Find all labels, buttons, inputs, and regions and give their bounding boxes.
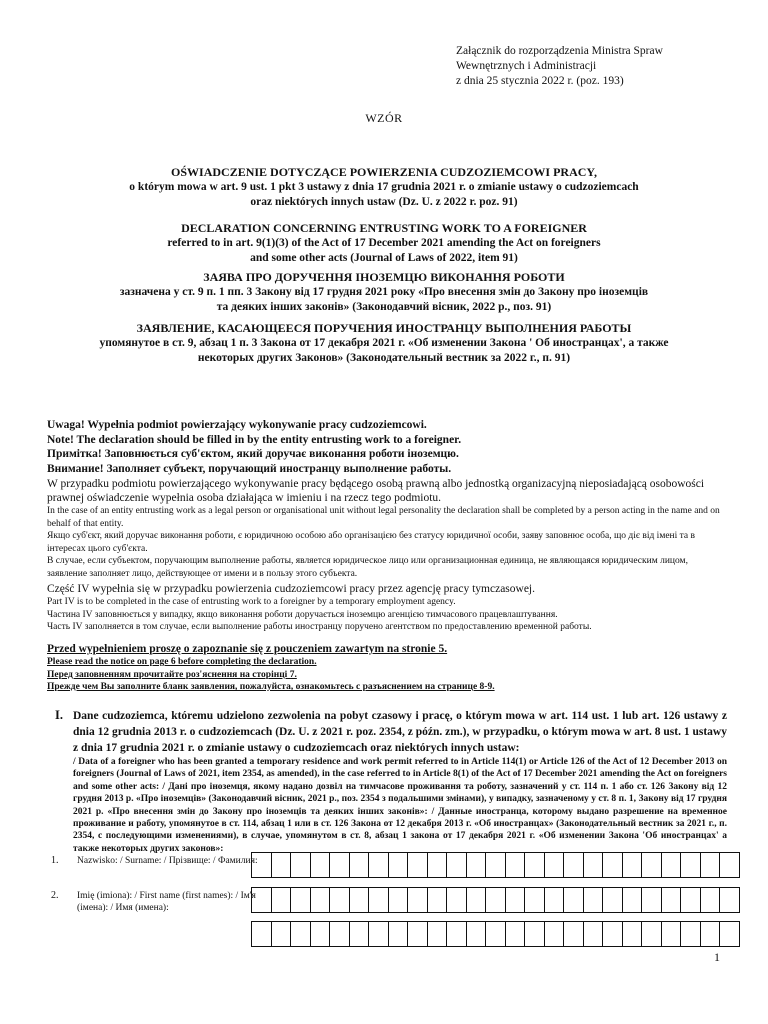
part-iv-paragraph	[47, 582, 723, 634]
character-cell[interactable]	[428, 888, 448, 912]
character-cell[interactable]	[603, 853, 623, 877]
character-cell[interactable]	[369, 922, 389, 946]
character-cell[interactable]	[408, 922, 428, 946]
character-cell[interactable]	[389, 888, 409, 912]
title-ukrainian-sub1: зазначена у ст. 9 п. 1 пп. 3 Закону від 17 грудня 2021 року «Про внесення змін до Закону про іноземців	[119, 286, 649, 298]
character-cell[interactable]	[584, 888, 604, 912]
title-polish	[80, 165, 688, 210]
character-cell[interactable]	[701, 853, 721, 877]
part-iv-english: Part IV is to be completed in the case of entrusting work to a foreigner by a temporary employment agency.	[47, 597, 456, 607]
title-english-sub1: referred to in art. 9(1)(3) of the Act of 17 December 2021 amending the Act on foreigners	[167, 237, 601, 249]
character-cell[interactable]	[408, 853, 428, 877]
section-heading-translations: / Data of a foreigner who has been granted a temporary residence and work permit referred to in Article 114(1) or Article 126 of the Act of 12 December 2013 on foreigners (Journal of Laws of 2021, item 2354, as amended), in the case referred to in Article 8(1) of the Act of 17 December 2021 amending the Act on foreigners and some other acts: / Дані про іноземця, якому надано дозвіл на тимчасове проживання та роботу, зазначений у ст. 114 п. 1 або ст. 126 Закону від 12 грудня 2013 р. «Про іноземців» (Законодавчий вісник, 2021 р., поз. 2354 з подальшими змінами), у випадку, зазначеному у ст. 8 п. 1, Закону від 17 грудня 2021 р. «Про внесення змін до Закону про іноземців та деяких інших законів»: / Данные иностранца, которому выдано разрешение на временное проживание и работу, упомянутое в ст. 114, абзац 1 или в ст. 126 Закона от 12 декабря 2013 г. «Об иностранцах» (Законодательный вестник за 2021 г., п. 2354, с последующими изменениями), в случае, упомянутом в ст. 8, абзац 1 закона от 17 декабря 2021 г. «Об изменении Закона 'Об иностранцах' а также некоторых других законов»:	[73, 757, 727, 854]
annex-line-2: Wewnętrznych i Administracji	[456, 60, 597, 72]
character-cell[interactable]	[564, 888, 584, 912]
character-cell[interactable]	[506, 853, 526, 877]
annex-header	[456, 44, 663, 89]
character-cell[interactable]	[506, 888, 526, 912]
read-notice-english: Please read the notice on page 6 before completing the declaration.	[47, 657, 317, 667]
character-cell[interactable]	[662, 888, 682, 912]
character-cell[interactable]	[603, 922, 623, 946]
character-cell[interactable]	[564, 853, 584, 877]
title-ukrainian-sub2: та деяких інших законів» (Законодавчий вісник, 2022 р., поз. 91)	[216, 301, 552, 313]
character-cell[interactable]	[272, 853, 292, 877]
character-cell[interactable]	[623, 888, 643, 912]
page-number: 1	[714, 950, 720, 964]
character-cell[interactable]	[603, 888, 623, 912]
annex-line-1: Załącznik do rozporządzenia Ministra Spraw	[456, 45, 663, 57]
note-english: Note! The declaration should be filled in by the entity entrusting work to a foreigner.	[47, 433, 462, 446]
surname-input-boxes[interactable]	[251, 852, 740, 878]
character-cell[interactable]	[369, 888, 389, 912]
read-notice-ukrainian: Перед заповненням прочитайте роз'яснення на сторінці 7.	[47, 669, 297, 680]
character-cell[interactable]	[389, 922, 409, 946]
first-name-input-boxes[interactable]	[251, 887, 740, 913]
character-cell[interactable]	[525, 853, 545, 877]
character-cell[interactable]	[252, 922, 272, 946]
character-cell[interactable]	[272, 922, 292, 946]
character-cell[interactable]	[428, 922, 448, 946]
character-cell[interactable]	[447, 888, 467, 912]
first-name-input-boxes-row-2[interactable]	[251, 921, 740, 947]
section-i	[47, 708, 727, 855]
character-cell[interactable]	[681, 888, 701, 912]
character-cell[interactable]	[369, 853, 389, 877]
legal-person-english: In the case of an entity entrusting work as a legal person or organisational unit without legal personality the declaration shall be completed by a person acting in the name and on behalf of that entity.	[47, 506, 720, 529]
field-label: Nazwisko: / Surname: / Прізвище: / Фамилия:	[77, 856, 258, 866]
fill-in-note	[47, 418, 461, 476]
character-cell[interactable]	[720, 922, 740, 946]
character-cell[interactable]	[311, 888, 331, 912]
character-cell[interactable]	[467, 922, 487, 946]
field-label: Imię (imiona): / First name (first names): / Ім'я (імена): / Имя (имена):	[77, 891, 256, 913]
character-cell[interactable]	[467, 888, 487, 912]
title-english-main: DECLARATION CONCERNING ENTRUSTING WORK TO A FOREIGNER	[181, 221, 587, 235]
character-cell[interactable]	[681, 922, 701, 946]
character-cell[interactable]	[291, 922, 311, 946]
note-ukrainian: Примітка! Заповнюється суб'єктом, який доручає виконання роботи іноземцю.	[47, 448, 459, 460]
legal-person-russian: В случае, если субъектом, поручающим выполнение работы, является юридическое лицо или организационная единица, не являющаяся юридическим лицом, заявление заполняет лицо, действующее от имени и в пользу этого субъекта.	[47, 556, 688, 579]
character-cell[interactable]	[642, 922, 662, 946]
character-cell[interactable]	[389, 853, 409, 877]
character-cell[interactable]	[720, 853, 740, 877]
character-cell[interactable]	[662, 853, 682, 877]
character-cell[interactable]	[701, 888, 721, 912]
character-cell[interactable]	[350, 922, 370, 946]
character-cell[interactable]	[408, 888, 428, 912]
title-russian-sub2: некоторых других Законов» (Законодательный вестник за 2022 г., п. 91)	[197, 352, 571, 364]
character-cell[interactable]	[291, 888, 311, 912]
character-cell[interactable]	[467, 853, 487, 877]
character-cell[interactable]	[584, 853, 604, 877]
character-cell[interactable]	[681, 853, 701, 877]
section-heading-polish: Dane cudzoziemca, któremu udzielono zezwolenia na pobyt czasowy i pracę, o którym mowa w art. 114 ust. 1 lub art. 126 ustawy z dnia 12 grudnia 2013 r. o cudzoziemcach (Dz. U. z 2021 r. poz. 2354, z późn. zm.), w przypadku, o którym mowa w art. 8 ust. 1 ustawy z dnia 17 grudnia 2021 r. o zmianie ustawy o cudzoziemcach oraz niektórych innych ustaw:	[73, 710, 727, 754]
part-iv-russian: Часть IV заполняется в том случае, если выполнение работы иностранцу поручено агентством по предоставлению временной работы.	[47, 622, 592, 633]
character-cell[interactable]	[564, 922, 584, 946]
part-iv-ukrainian: Частина IV заповнюється у випадку, якщо виконання роботи доручається іноземцю агенцією тимчасового працевлаштування.	[47, 609, 558, 620]
legal-person-ukrainian: Якщо суб'єкт, який доручає виконання роботи, є юридичною особою або організацією без статусу юридичної особи, заяву заповнює особа, що діє від імені та в інтересах цього суб'єкта.	[47, 531, 695, 554]
title-english-sub2: and some other acts (Journal of Laws of 2022, item 91)	[250, 252, 518, 264]
character-cell[interactable]	[447, 853, 467, 877]
title-ukrainian	[80, 270, 688, 315]
character-cell[interactable]	[486, 888, 506, 912]
character-cell[interactable]	[701, 922, 721, 946]
legal-person-polish: W przypadku podmiotu powierzającego wykonywanie pracy będącego osobą prawną albo jednostką organizacyjną nieposiadającą osobowości prawnej oświadczenie wypełnia osoba działająca w imieniu i na rzecz tego podmiotu.	[47, 478, 705, 504]
character-cell[interactable]	[486, 853, 506, 877]
character-cell[interactable]	[506, 922, 526, 946]
template-label: WZÓR	[365, 111, 403, 125]
read-notice-russian: Прежде чем Вы заполните бланк заявления, пожалуйста, ознакомьтесь с разъяснением на странице 8-9.	[47, 682, 495, 692]
character-cell[interactable]	[330, 853, 350, 877]
title-russian-main: ЗАЯВЛЕНИЕ, КАСАЮЩЕЕСЯ ПОРУЧЕНИЯ ИНОСТРАНЦУ ВЫПОЛНЕНИЯ РАБОТЫ	[136, 321, 632, 335]
character-cell[interactable]	[525, 888, 545, 912]
title-polish-sub2: oraz niektórych innych ustaw (Dz. U. z 2022 r. poz. 91)	[250, 196, 518, 208]
character-cell[interactable]	[311, 853, 331, 877]
character-cell[interactable]	[252, 853, 272, 877]
title-polish-sub1: o którym mowa w art. 9 ust. 1 pkt 3 ustawy z dnia 17 grudnia 2021 r. o zmianie ustawy o cudzoziemcach	[129, 181, 639, 193]
title-polish-main: OŚWIADCZENIE DOTYCZĄCE POWIERZENIA CUDZOZIEMCOWI PRACY,	[171, 165, 597, 179]
read-notice-instruction	[47, 642, 495, 694]
character-cell[interactable]	[252, 888, 272, 912]
character-cell[interactable]	[311, 922, 331, 946]
note-russian: Внимание! Заполняет субъект, поручающий иностранцу выполнение работы.	[47, 462, 452, 475]
field-number: 1.	[51, 855, 59, 866]
character-cell[interactable]	[291, 853, 311, 877]
title-english	[80, 221, 688, 266]
field-number: 2.	[51, 890, 59, 901]
title-ukrainian-main: ЗАЯВА ПРО ДОРУЧЕННЯ ІНОЗЕМЦЮ ВИКОНАННЯ РОБОТИ	[203, 270, 565, 284]
annex-line-3: z dnia 25 stycznia 2022 r. (poz. 193)	[456, 75, 624, 87]
character-cell[interactable]	[350, 853, 370, 877]
character-cell[interactable]	[662, 922, 682, 946]
title-russian-sub1: упомянутое в ст. 9, абзац 1 п. 3 Закона от 17 декабря 2021 г. «Об изменении Закона ' Об иностранцах', а также	[99, 337, 669, 349]
character-cell[interactable]	[272, 888, 292, 912]
note-polish: Uwaga! Wypełnia podmiot powierzający wykonywanie pracy cudzoziemcowi.	[47, 419, 427, 431]
character-cell[interactable]	[720, 888, 740, 912]
character-cell[interactable]	[623, 922, 643, 946]
part-iv-polish: Część IV wypełnia się w przypadku powierzenia cudzoziemcowi pracy przez agencję pracy tymczasowej.	[47, 583, 535, 595]
character-cell[interactable]	[486, 922, 506, 946]
character-cell[interactable]	[642, 853, 662, 877]
character-cell[interactable]	[623, 853, 643, 877]
section-number: I.	[55, 708, 63, 722]
legal-person-paragraph	[47, 477, 723, 581]
character-cell[interactable]	[350, 888, 370, 912]
read-notice-polish: Przed wypełnieniem proszę o zapoznanie się z pouczeniem zawartym na stronie 5.	[47, 643, 448, 655]
character-cell[interactable]	[642, 888, 662, 912]
character-cell[interactable]	[584, 922, 604, 946]
character-cell[interactable]	[330, 922, 350, 946]
title-russian	[80, 321, 688, 366]
character-cell[interactable]	[545, 922, 565, 946]
character-cell[interactable]	[330, 888, 350, 912]
character-cell[interactable]	[428, 853, 448, 877]
character-cell[interactable]	[447, 922, 467, 946]
character-cell[interactable]	[525, 922, 545, 946]
character-cell[interactable]	[545, 853, 565, 877]
character-cell[interactable]	[545, 888, 565, 912]
